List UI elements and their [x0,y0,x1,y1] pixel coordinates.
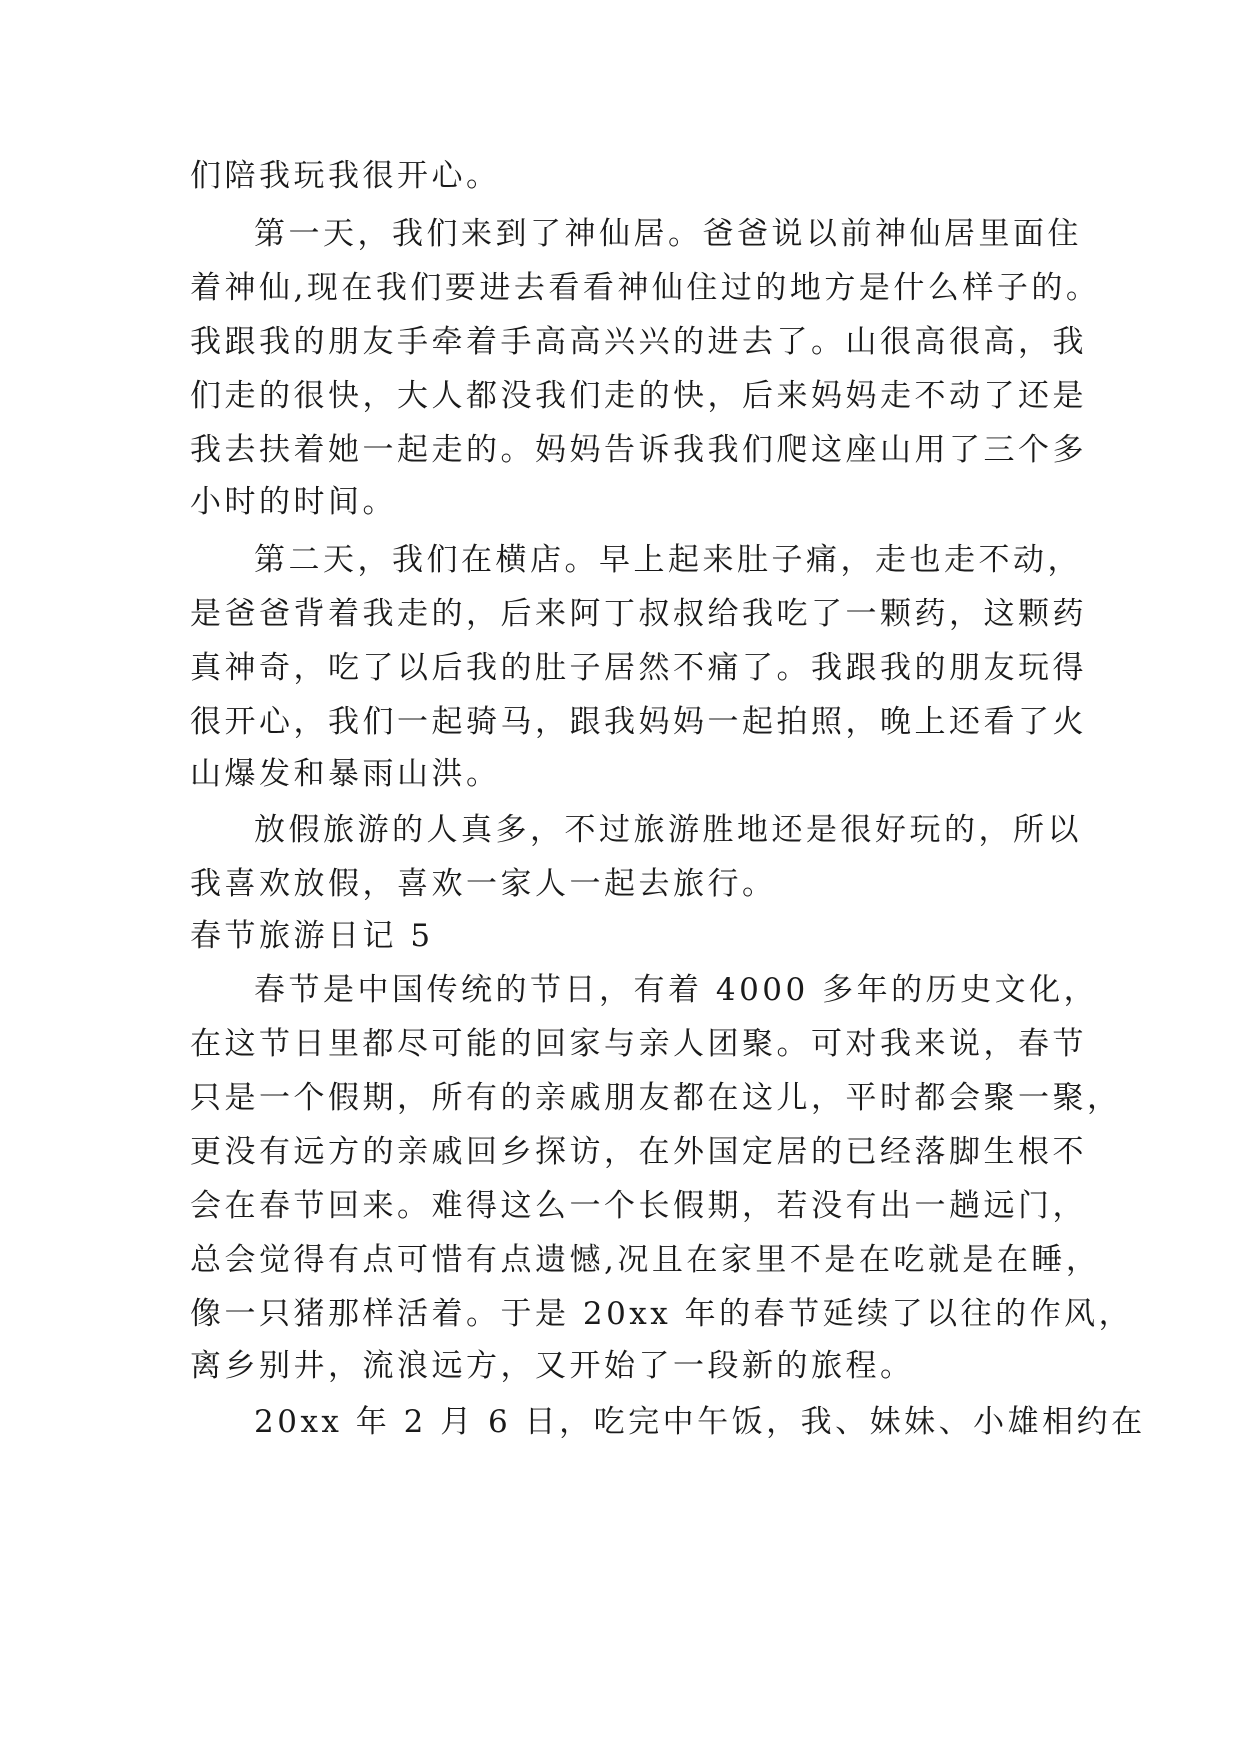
text-line: 我跟我的朋友手牵着手高高兴兴的进去了。山很高很高，我 [190,324,1087,360]
text-line: 放假旅游的人真多，不过旅游胜地还是很好玩的，所以 [254,812,1082,848]
text-line: 在这节日里都尽可能的回家与亲人团聚。可对我来说，春节 [190,1026,1087,1062]
section-heading: 春节旅游日记 5 [190,918,434,954]
text-line: 第二天，我们在横店。早上起来肚子痛，走也走不动， [254,542,1082,578]
text-line: 是爸爸背着我走的，后来阿丁叔叔给我吃了一颗药，这颗药 [190,596,1087,632]
text-line: 更没有远方的亲戚回乡探访，在外国定居的已经落脚生根不 [190,1134,1087,1170]
text-line: 春节是中国传统的节日，有着 4000 多年的历史文化， [254,972,1099,1008]
text-line: 山爆发和暴雨山洪。 [190,756,501,792]
text-line: 我去扶着她一起走的。妈妈告诉我我们爬这座山用了三个多 [190,432,1087,468]
text-line: 小时的时间。 [190,484,397,520]
text-line: 离乡别井，流浪远方，又开始了一段新的旅程。 [190,1348,915,1384]
text-line: 着神仙,现在我们要进去看看神仙住过的地方是什么样子的。 [190,270,1101,306]
text-line: 20xx 年 2 月 6 日，吃完中午饭，我、妹妹、小雄相约在 [254,1404,1146,1440]
text-line: 第一天，我们来到了神仙居。爸爸说以前神仙居里面住 [254,216,1082,252]
text-line: 只是一个假期，所有的亲戚朋友都在这儿，平时都会聚一聚， [190,1080,1122,1116]
text-line: 会在春节回来。难得这么一个长假期，若没有出一趟远门， [190,1188,1087,1224]
text-line: 像一只猪那样活着。于是 20xx 年的春节延续了以往的作风， [190,1296,1134,1332]
text-line: 很开心，我们一起骑马，跟我妈妈一起拍照，晚上还看了火 [190,704,1087,740]
text-line: 总会觉得有点可惜有点遗憾,况且在家里不是在吃就是在睡， [190,1242,1101,1278]
text-line: 们陪我玩我很开心。 [190,158,501,194]
text-line: 真神奇，吃了以后我的肚子居然不痛了。我跟我的朋友玩得 [190,650,1087,686]
text-line: 们走的很快，大人都没我们走的快，后来妈妈走不动了还是 [190,378,1087,414]
text-line: 我喜欢放假，喜欢一家人一起去旅行。 [190,866,777,902]
